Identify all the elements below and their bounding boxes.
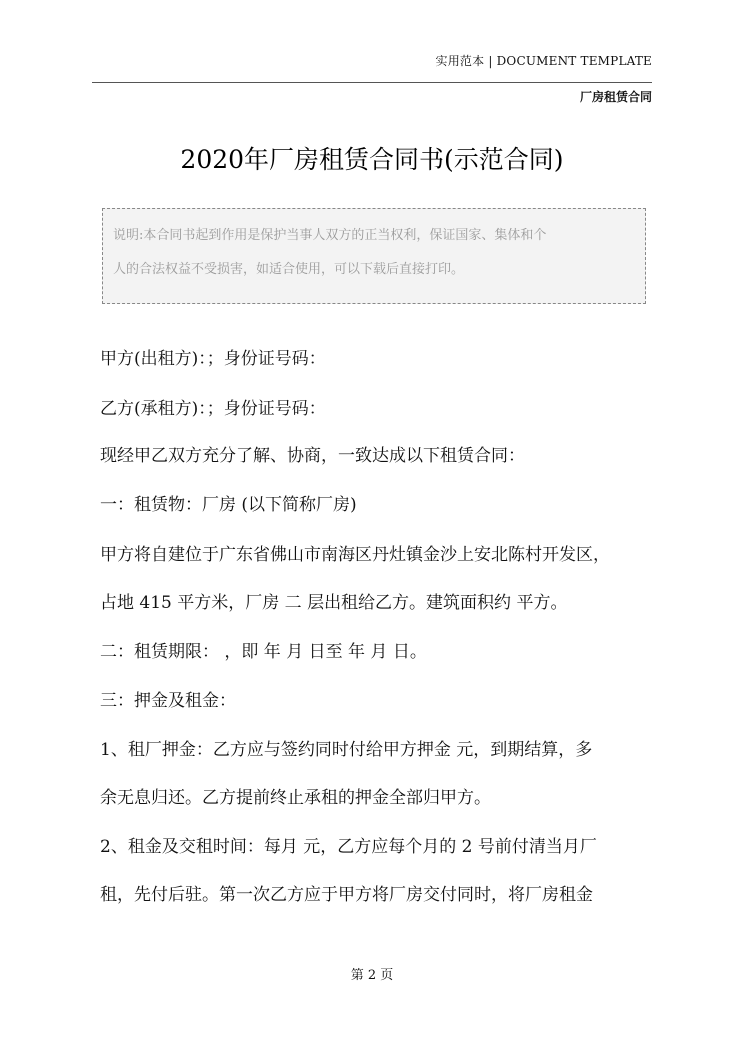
body-line-9: 1、租厂押金：乙方应与签约同时付给甲方押金 元，到期结算，多 bbox=[100, 740, 593, 760]
document-title: 2020年厂房租赁合同书(示范合同) bbox=[180, 145, 564, 174]
body-line-2: 乙方(承租方)：；身份证号码： bbox=[100, 399, 326, 419]
header-divider bbox=[92, 82, 652, 83]
body-line-10: 余无息归还。乙方提前终止承租的押金全部归甲方。 bbox=[100, 788, 491, 808]
note-box bbox=[102, 208, 646, 304]
body-line-6: 占地 415 平方米，厂房 二 层出租给乙方。建筑面积约 平方。 bbox=[100, 593, 568, 613]
body-line-8: 三：押金及租金： bbox=[100, 691, 236, 711]
body-line-1: 甲方(出租方)：；身份证号码： bbox=[100, 349, 326, 369]
note-line-2: 人的合法权益不受损害，如适合使用，可以下载后直接打印。 bbox=[113, 262, 465, 277]
header-sub-label: 厂房租赁合同 bbox=[579, 90, 652, 104]
body-line-5: 甲方将自建位于广东省佛山市南海区丹灶镇金沙上安北陈村开发区， bbox=[100, 545, 610, 565]
body-line-4: 一：租赁物：厂房 (以下简称厂房) bbox=[100, 495, 357, 515]
body-line-12: 租，先付后驻。第一次乙方应于甲方将厂房交付同时，将厂房租金 bbox=[100, 885, 593, 905]
page-number: 第 2 页 bbox=[350, 968, 394, 983]
body-line-3: 现经甲乙双方充分了解、协商，一致达成以下租赁合同： bbox=[100, 446, 525, 466]
body-line-7: 二：租赁期限： ，即 年 月 日至 年 月 日。 bbox=[100, 642, 427, 662]
body-line-11: 2、租金及交租时间：每月 元，乙方应每个月的 2 号前付清当月厂 bbox=[100, 837, 597, 857]
header-top-label: 实用范本 | DOCUMENT TEMPLATE bbox=[435, 54, 652, 68]
note-line-1: 说明:本合同书起到作用是保护当事人双方的正当权利，保证国家、集体和个 bbox=[113, 228, 547, 243]
